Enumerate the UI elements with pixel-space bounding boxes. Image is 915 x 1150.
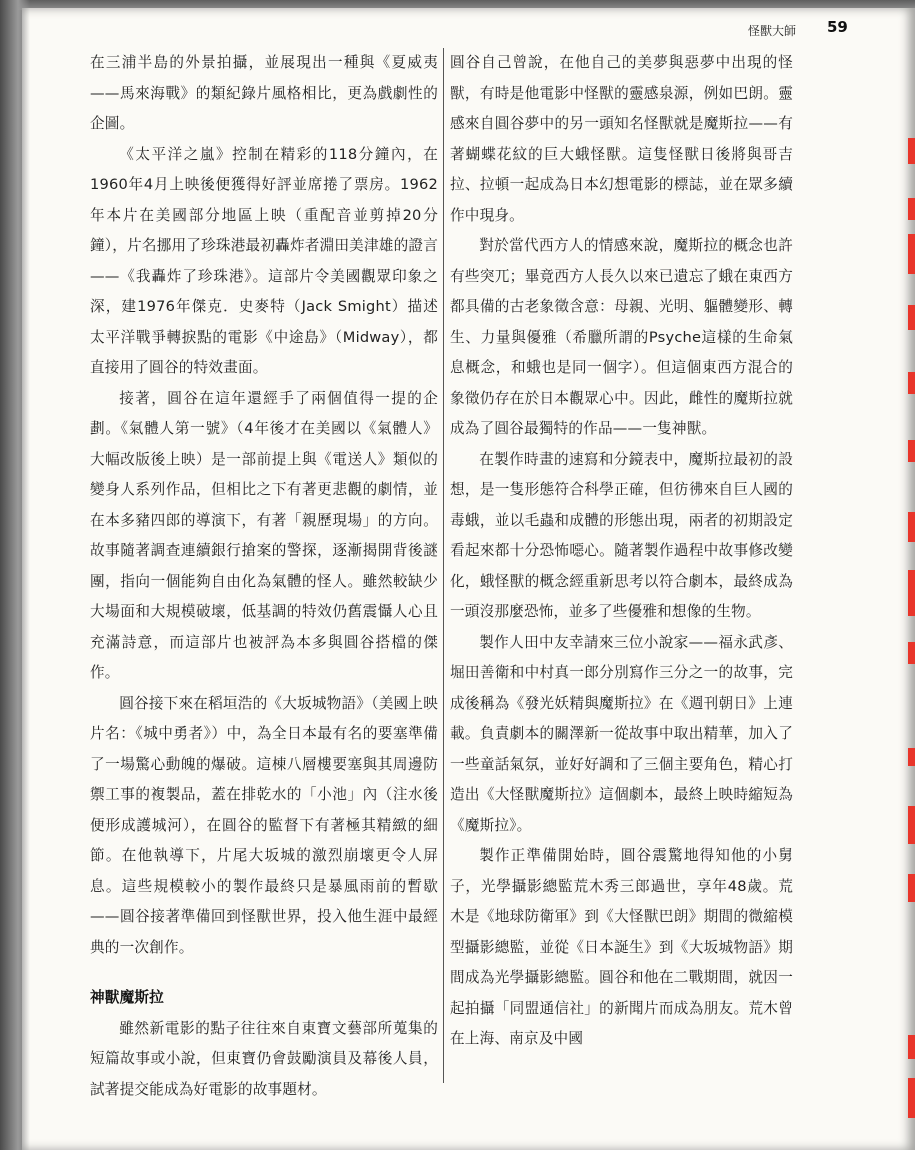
column-divider bbox=[443, 48, 444, 1083]
edge-tab bbox=[908, 1078, 915, 1118]
right-paragraph-4: 製作人田中友幸請來三位小說家——福永武彥、堀田善衛和中村真一郎分別寫作三分之一的故事，完成後稱為《發光妖精與魔斯拉》在《週刊朝日》上連載。負責劇本的關澤新一從故事中取出精華，加入了一些童話氣氛，並好好調和了三個主要角色，精心打造出《大怪獸魔斯拉》這個劇本，最終上映時縮短為《魔斯拉》。 bbox=[450, 633, 793, 834]
edge-tab bbox=[908, 512, 915, 542]
edge-tab bbox=[908, 440, 915, 462]
edge-tab bbox=[908, 642, 915, 664]
edge-tab bbox=[908, 748, 915, 766]
edge-tab bbox=[908, 874, 915, 902]
edge-tab bbox=[908, 372, 915, 394]
right-paragraph-3: 在製作時畫的速寫和分鏡表中，魔斯拉最初的設想，是一隻形態符合科學正確，但彷彿來自巨人國的毒蛾，並以毛蟲和成體的形態出現，兩者的初期設定看起來都十分恐怖噁心。隨著製作過程中故事修改變化，蛾怪獸的概念經重新思考以符合劇本，最終成為一頭沒那麼恐怖，並多了些優雅和想像的生物。 bbox=[450, 450, 793, 620]
right-paragraph-2: 對於當代西方人的情感來說，魔斯拉的概念也許有些突兀；畢竟西方人長久以來已遺忘了蛾在東西方都具備的古老象徵含意：母親、光明、軀體變形、轉生、力量與優雅（希臘所謂的Psyche這樣的生命氣息概念，和蛾也是同一個字）。但這個東西方混合的象徵仍存在於日本觀眾心中。因此，雌性的魔斯拉就成為了圓谷最獨特的作品——一隻神獸。 bbox=[450, 237, 793, 437]
right-paragraph-5: 製作正準備開始時，圓谷震驚地得知他的小舅子，光學攝影總監荒木秀三郎過世，享年48歲。荒木是《地球防衛軍》到《大怪獸巴朗》期間的微縮模型攝影總監，並從《日本誕生》到《大坂城物語》期間成為光學攝影總監。圓谷和他在二戰期間，就因一起拍攝「同盟通信社」的新聞片而成為朋友。荒木曾在上海、南京及中國 bbox=[450, 847, 793, 1047]
left-paragraph-2: 《太平洋之嵐》控制在精彩的118分鐘內，在1960年4月上映後便獲得好評並席捲了票房。1962年本片在美國部分地區上映（重配音並剪掉20分鐘），片名挪用了珍珠港最初轟炸者淵田美津雄的證言——《我轟炸了珍珠港》。這部片令美國觀眾印象之深，建1976年傑克．史麥特（Jack Smight）描述太平洋戰爭轉捩點的電影《中途島》（Midway），都直接用了圓谷的特效畫面。 bbox=[90, 145, 438, 376]
edge-tab bbox=[908, 1035, 915, 1059]
left-paragraph-3: 接著，圓谷在這年還經手了兩個值得一提的企劃。《氣體人第一號》（4年後才在美國以《氣體人》大幅改版後上映）是一部前提上與《電送人》類似的變身人系列作品，但相比之下有著更悲觀的劇情，並在本多豬四郎的導演下，有著「親歷現場」的方向。故事隨著調查連續銀行搶案的警探，逐漸揭開背後謎團，指向一個能夠自由化為氣體的怪人。雖然較缺少大場面和大規模破壞，低基調的特效仍舊震懾人心且充滿詩意，而這部片也被評為本多與圓谷搭檔的傑作。 bbox=[90, 389, 438, 681]
right-column bbox=[450, 48, 793, 1055]
edge-tab bbox=[908, 234, 915, 274]
left-paragraph-4: 圓谷接下來在稻垣浩的《大坂城物語》（美國上映片名：《城中勇者》）中，為全日本最有名的要塞準備了一場驚心動魄的爆破。這棟八層樓要塞與其周邊防禦工事的複製品，蓋在排乾水的「小池」內（注水後便形成護城河），在圓谷的監督下有著極其精緻的細節。在他執導下，片尾大坂城的激烈崩壞更令人屏息。這些規模較小的製作最終只是暴風雨前的暫歇——圓谷接著準備回到怪獸世界，投入他生涯中最經典的一次創作。 bbox=[90, 694, 438, 956]
left-paragraph-5: 雖然新電影的點子往往來自東寶文藝部所蒐集的短篇故事或小說，但東寶仍會鼓勵演員及幕後人員，試著提交能成為好電影的故事題材。 bbox=[90, 1019, 438, 1098]
book-spine-shadow bbox=[0, 0, 30, 1150]
right-paragraph-1: 圓谷自己曾說，在他自己的美夢與惡夢中出現的怪獸，有時是他電影中怪獸的靈感泉源，例如巴朗。靈感來自圓谷夢中的另一頭知名怪獸就是魔斯拉——有著蝴蝶花紋的巨大蛾怪獸。這隻怪獸日後將與哥吉拉、拉頓一起成為日本幻想電影的標誌，並在眾多續作中現身。 bbox=[450, 54, 793, 224]
page-header bbox=[0, 18, 915, 38]
edge-tab bbox=[908, 198, 915, 220]
page-number: 59 bbox=[827, 18, 848, 36]
running-title: 怪獸大師 bbox=[748, 24, 797, 38]
edge-tab bbox=[908, 806, 915, 844]
edge-tab bbox=[908, 138, 915, 164]
edge-index-tabs bbox=[908, 0, 915, 1150]
left-column bbox=[90, 48, 438, 1105]
edge-tab bbox=[908, 305, 915, 330]
section-heading: 神獸魔斯拉 bbox=[90, 989, 164, 1006]
edge-tab bbox=[908, 570, 915, 616]
left-paragraph-1: 在三浦半島的外景拍攝，並展現出一種與《夏威夷——馬來海戰》的類紀錄片風格相比，更為戲劇性的企圖。 bbox=[90, 54, 438, 132]
